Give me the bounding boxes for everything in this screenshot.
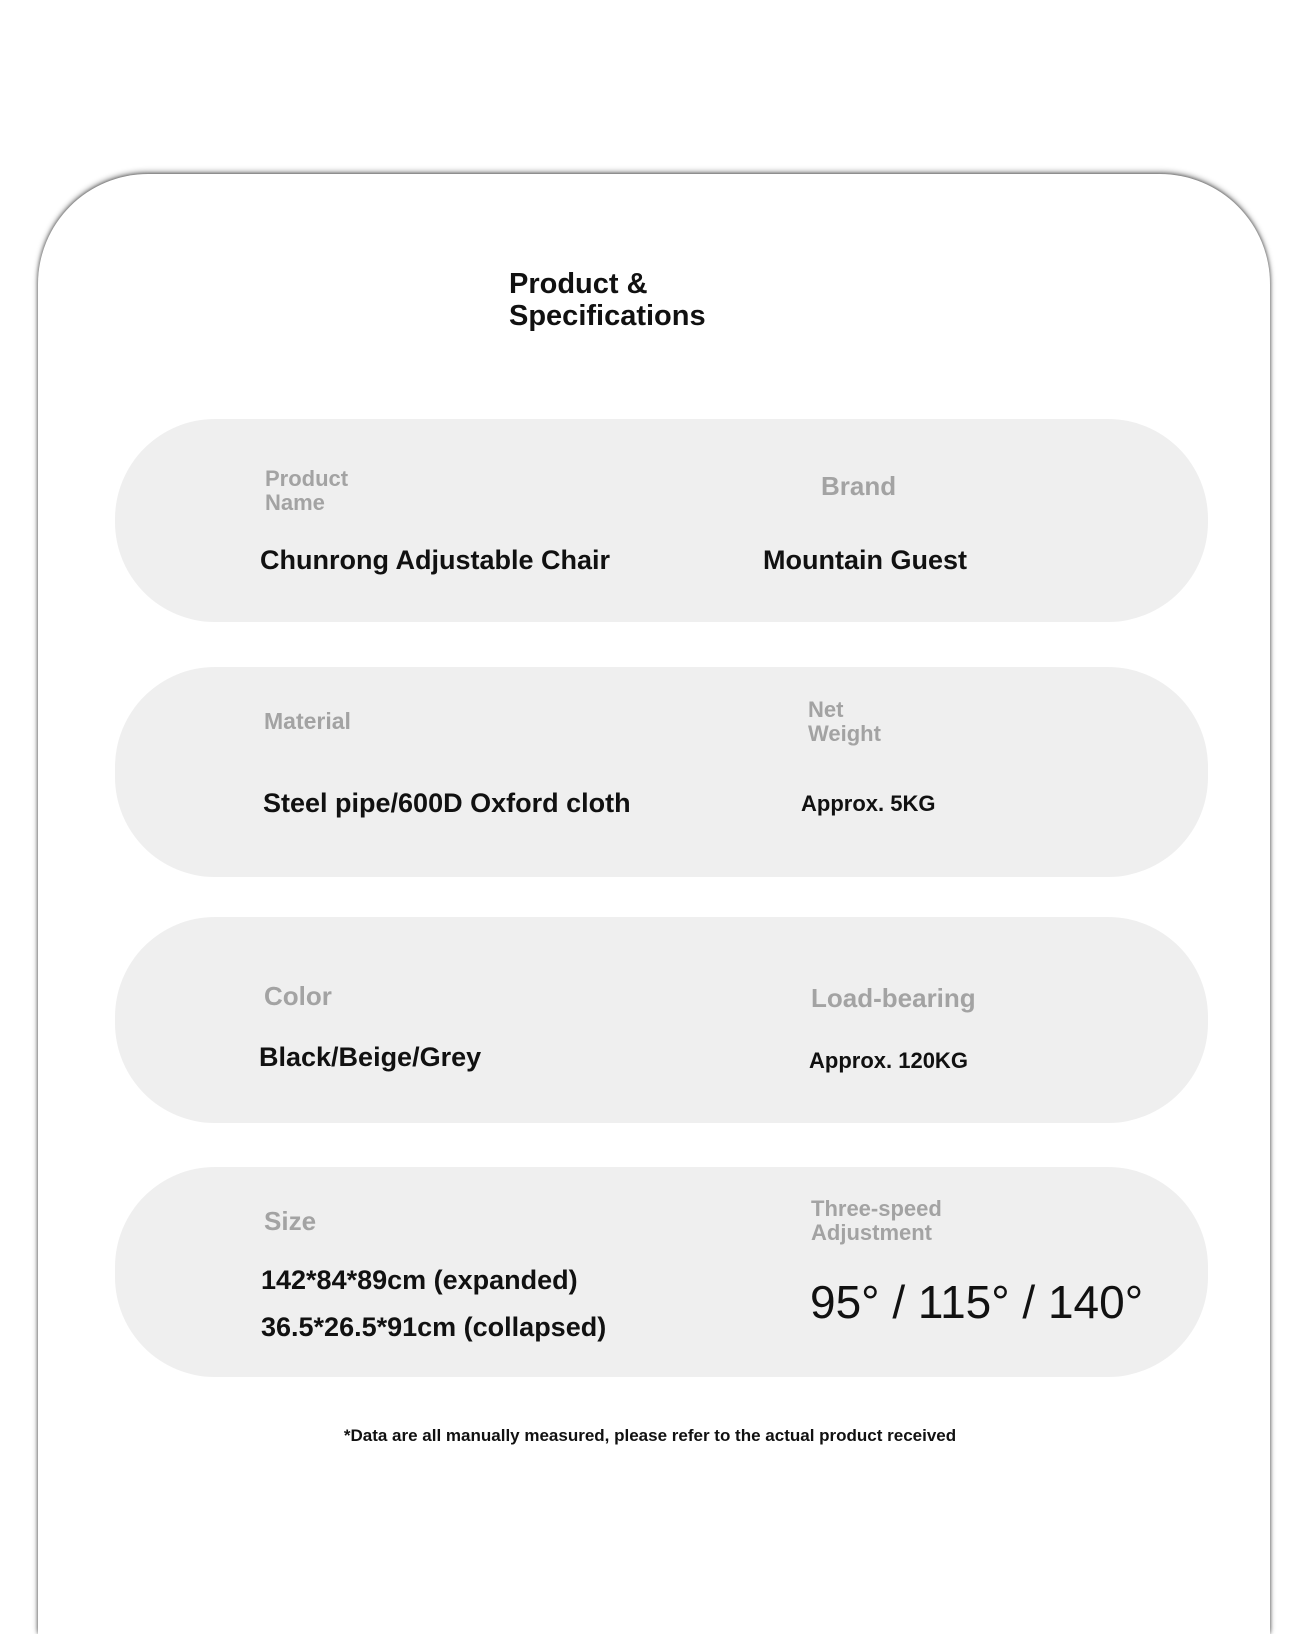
adjustment-label: Three-speed Adjustment bbox=[811, 1196, 942, 1245]
footnote: *Data are all manually measured, please refer to the actual product received bbox=[343, 1426, 957, 1445]
brand-label: Brand bbox=[821, 471, 897, 501]
color-value: Black/Beige/Grey bbox=[259, 1042, 482, 1072]
product-name-value: Chunrong Adjustable Chair bbox=[260, 545, 610, 575]
page-title-line1: Product & bbox=[509, 268, 648, 300]
spec-card bbox=[38, 174, 1270, 1634]
load-bearing-value: Approx. 120KG bbox=[809, 1048, 968, 1073]
spec-row-color-load bbox=[115, 917, 1208, 1123]
net-weight-label: Net Weight bbox=[808, 697, 881, 746]
adjustment-value: 95° / 115° / 140° bbox=[810, 1276, 1144, 1328]
size-collapsed-value: 36.5*26.5*91cm (collapsed) bbox=[261, 1312, 607, 1342]
brand-value: Mountain Guest bbox=[763, 545, 967, 575]
material-value: Steel pipe/600D Oxford cloth bbox=[263, 788, 631, 818]
page-title-line2: Specifications bbox=[509, 300, 706, 332]
product-name-label: Product Name bbox=[265, 466, 349, 515]
color-label: Color bbox=[264, 981, 332, 1011]
net-weight-value: Approx. 5KG bbox=[801, 791, 936, 816]
page-title bbox=[509, 268, 749, 332]
spec-row-material-weight bbox=[115, 667, 1208, 877]
size-label: Size bbox=[264, 1206, 317, 1236]
load-bearing-label: Load-bearing bbox=[811, 983, 976, 1013]
size-expanded-value: 142*84*89cm (expanded) bbox=[261, 1265, 578, 1295]
material-label: Material bbox=[264, 708, 351, 734]
spec-row-name-brand bbox=[115, 419, 1208, 622]
